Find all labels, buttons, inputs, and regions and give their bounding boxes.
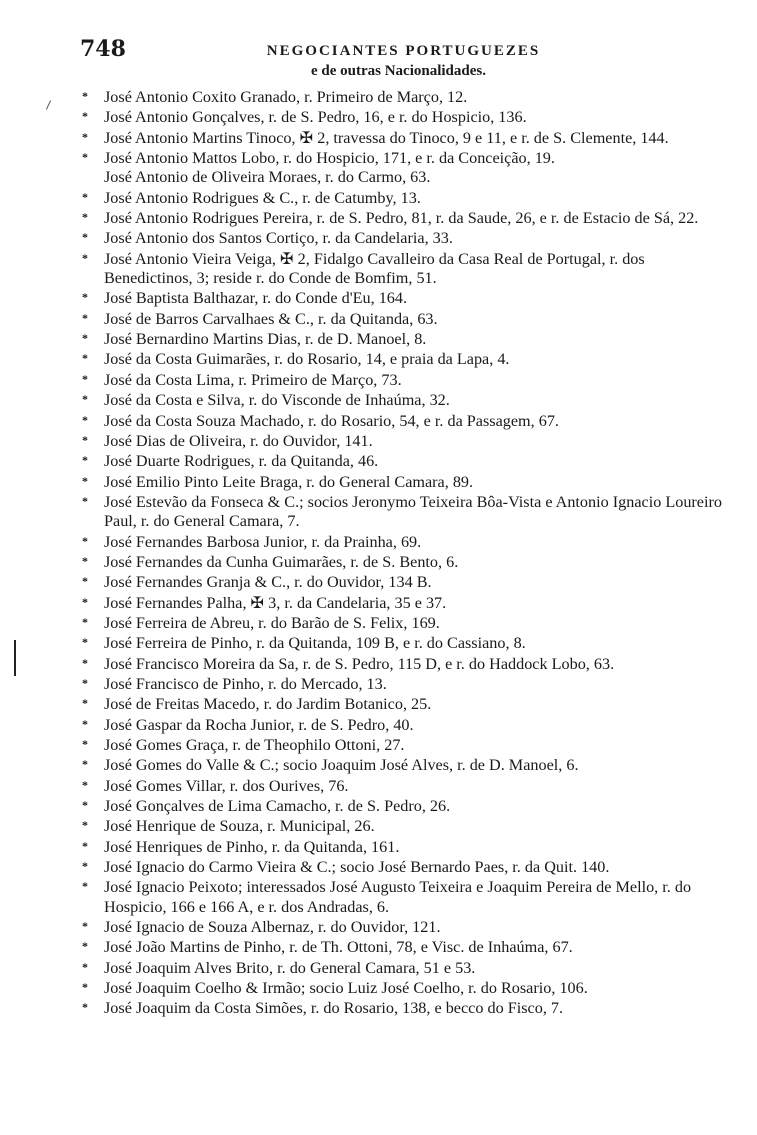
entry-text: José Ferreira de Pinho, r. da Quitanda, 109 B, e r. do Cassiano, 8. bbox=[104, 634, 526, 653]
entry-text: José da Costa Souza Machado, r. do Rosario, 54, e r. da Passagem, 67. bbox=[104, 411, 559, 430]
entry-text: José João Martins de Pinho, r. de Th. Ottoni, 78, e Visc. de Inhaúma, 67. bbox=[104, 938, 573, 957]
section-subtitle: e de outras Nacionalidades. bbox=[310, 63, 486, 79]
asterisk-marker: * bbox=[82, 777, 88, 792]
entry-text: José Baptista Balthazar, r. do Conde d'Eu, 164. bbox=[104, 289, 408, 308]
asterisk-marker: * bbox=[82, 980, 88, 995]
entry-text: José Fernandes Granja & C., r. do Ouvidor, 134 B. bbox=[104, 573, 432, 592]
asterisk-marker: * bbox=[82, 959, 88, 974]
list-item bbox=[82, 329, 722, 349]
list-item bbox=[82, 472, 722, 492]
entry-text: José da Costa Guimarães, r. do Rosario, 14, e praia da Lapa, 4. bbox=[104, 350, 510, 369]
asterisk-marker: * bbox=[82, 533, 88, 548]
asterisk-marker: * bbox=[82, 89, 88, 103]
scan-mark bbox=[46, 100, 51, 109]
asterisk-marker: * bbox=[82, 290, 88, 305]
entry-text: José Antonio Coxito Granado, r. Primeiro de Março, 12. bbox=[104, 88, 468, 106]
asterisk-marker: * bbox=[82, 351, 88, 366]
list-item bbox=[82, 249, 722, 289]
entry-text: José Bernardino Martins Dias, r. de D. Manoel, 8. bbox=[104, 330, 427, 349]
entry-text: José Francisco de Pinho, r. do Mercado, 13. bbox=[104, 674, 387, 693]
entry-text: José Gomes do Valle & C.; socio Joaquim José Alves, r. de D. Manoel, 6. bbox=[104, 756, 579, 775]
asterisk-marker: * bbox=[82, 129, 88, 144]
list-item bbox=[82, 735, 722, 755]
list-item bbox=[82, 168, 722, 187]
entry-text: José Fernandes da Cunha Guimarães, r. de S. Bento, 6. bbox=[104, 552, 459, 571]
list-item bbox=[82, 613, 722, 633]
entry-text: José Dias de Oliveira, r. do Ouvidor, 141. bbox=[104, 431, 373, 450]
list-item bbox=[82, 370, 722, 390]
asterisk-marker: * bbox=[82, 109, 88, 124]
list-item bbox=[82, 349, 722, 369]
entry-text: José da Costa Lima, r. Primeiro de Março, 73. bbox=[104, 370, 402, 389]
entry-text: José Henriques de Pinho, r. da Quitanda, 161. bbox=[104, 837, 400, 856]
list-item bbox=[82, 532, 722, 552]
asterisk-marker: * bbox=[82, 230, 88, 245]
entry-text: José Ignacio do Carmo Vieira & C.; socio José Bernardo Paes, r. da Quit. 140. bbox=[104, 858, 610, 877]
list-item bbox=[82, 390, 722, 410]
asterisk-marker: * bbox=[82, 798, 88, 813]
entry-text: José Duarte Rodrigues, r. da Quitanda, 46. bbox=[104, 452, 379, 471]
asterisk-marker: * bbox=[82, 189, 88, 204]
asterisk-marker: * bbox=[82, 493, 88, 508]
asterisk-marker: * bbox=[82, 453, 88, 468]
list-item bbox=[82, 148, 722, 168]
entry-text: José Henrique de Souza, r. Municipal, 26. bbox=[104, 817, 375, 836]
list-item bbox=[82, 188, 722, 208]
asterisk-marker: * bbox=[82, 310, 88, 325]
list-item bbox=[82, 593, 722, 613]
merchant-list bbox=[82, 87, 722, 1019]
list-item bbox=[82, 857, 722, 877]
asterisk-marker: * bbox=[82, 150, 88, 165]
entry-text: José Joaquim Coelho & Irmão; socio Luiz José Coelho, r. do Rosario, 106. bbox=[104, 979, 588, 998]
list-item bbox=[82, 633, 722, 653]
asterisk-marker: * bbox=[82, 1000, 88, 1015]
entry-text: José Gonçalves de Lima Camacho, r. de S. Pedro, 26. bbox=[104, 797, 451, 816]
margin-mark bbox=[14, 640, 16, 676]
asterisk-marker: * bbox=[82, 574, 88, 589]
entry-text: José Antonio Rodrigues Pereira, r. de S. Pedro, 81, r. da Saude, 26, e r. de Estacio de Sá, 22. bbox=[104, 209, 699, 228]
list-item bbox=[82, 208, 722, 228]
list-item bbox=[82, 654, 722, 674]
asterisk-marker: * bbox=[82, 757, 88, 772]
entry-text: José Joaquim Alves Brito, r. do General Camara, 51 e 53. bbox=[104, 958, 476, 977]
asterisk-marker: * bbox=[82, 412, 88, 427]
asterisk-marker: * bbox=[82, 859, 88, 874]
asterisk-marker: * bbox=[82, 879, 88, 894]
entry-text: José Gomes Villar, r. dos Ourives, 76. bbox=[104, 776, 349, 795]
asterisk-marker: * bbox=[82, 392, 88, 407]
list-item bbox=[82, 755, 722, 775]
asterisk-marker: * bbox=[82, 655, 88, 670]
asterisk-marker: * bbox=[82, 635, 88, 650]
entry-text: José Antonio Martins Tinoco, ✠ 2, travessa do Tinoco, 9 e 11, e r. de S. Clemente, 144. bbox=[104, 128, 669, 147]
list-item bbox=[82, 816, 722, 836]
entry-text: José Antonio Rodrigues & C., r. de Catumby, 13. bbox=[104, 188, 421, 207]
list-item bbox=[82, 552, 722, 572]
asterisk-marker: * bbox=[82, 737, 88, 751]
entry-text: José Ignacio Peixoto; interessados José Augusto Teixeira e Joaquim Pereira de Mello, r. do Hospicio, 166 e 166 A, e r. dos Andradas, 6. bbox=[104, 878, 692, 916]
list-item bbox=[82, 492, 722, 532]
list-item bbox=[82, 837, 722, 857]
entry-text: José Emilio Pinto Leite Braga, r. do General Camara, 89. bbox=[104, 472, 474, 491]
asterisk-marker: * bbox=[82, 594, 88, 609]
entry-text: José Francisco Moreira da Sa, r. de S. Pedro, 115 D, e r. do Haddock Lobo, 63. bbox=[104, 654, 615, 673]
entry-text: José Antonio de Oliveira Moraes, r. do Carmo, 63. bbox=[104, 168, 431, 187]
asterisk-marker: * bbox=[82, 432, 88, 447]
list-item bbox=[82, 715, 722, 735]
asterisk-marker: * bbox=[82, 939, 88, 954]
list-item bbox=[82, 937, 722, 957]
list-item bbox=[82, 674, 722, 694]
list-item bbox=[82, 107, 722, 127]
entry-text: José Gaspar da Rocha Junior, r. de S. Pedro, 40. bbox=[104, 715, 414, 734]
asterisk-marker: * bbox=[82, 473, 88, 488]
asterisk-marker: * bbox=[82, 675, 88, 690]
asterisk-marker: * bbox=[82, 553, 88, 568]
list-item bbox=[82, 431, 722, 451]
list-item bbox=[82, 309, 722, 329]
entry-text: José Gomes Graça, r. de Theophilo Ottoni, 27. bbox=[104, 736, 405, 754]
entry-text: José Fernandes Palha, ✠ 3, r. da Candelaria, 35 e 37. bbox=[104, 593, 447, 612]
entry-text: José Antonio Gonçalves, r. de S. Pedro, 16, e r. do Hospicio, 136. bbox=[104, 108, 527, 127]
list-item bbox=[82, 998, 722, 1018]
list-item bbox=[82, 694, 722, 714]
list-item bbox=[82, 451, 722, 471]
asterisk-marker: * bbox=[82, 210, 88, 225]
asterisk-marker: * bbox=[82, 331, 88, 346]
list-item bbox=[82, 796, 722, 816]
entry-text: José Antonio Vieira Veiga, ✠ 2, Fidalgo Cavalleiro da Casa Real de Portugal, r. dos Benedictinos, 3; reside r. do Conde de Bomfim, 51. bbox=[104, 249, 645, 288]
list-item bbox=[82, 877, 722, 917]
entry-text: José Joaquim da Costa Simões, r. do Rosario, 138, e becco do Fisco, 7. bbox=[104, 999, 564, 1018]
list-item bbox=[82, 228, 722, 248]
asterisk-marker: * bbox=[82, 818, 88, 833]
asterisk-marker: * bbox=[82, 838, 88, 853]
entry-text: José de Barros Carvalhaes & C., r. da Quitanda, 63. bbox=[104, 309, 438, 328]
page-number: 748 bbox=[80, 36, 126, 62]
entry-text: José Antonio Mattos Lobo, r. do Hospicio, 171, e r. da Conceição, 19. bbox=[104, 149, 555, 168]
asterisk-marker: * bbox=[82, 371, 88, 386]
asterisk-marker: * bbox=[82, 919, 88, 934]
entry-text: José Fernandes Barbosa Junior, r. da Prainha, 69. bbox=[104, 532, 422, 551]
list-item bbox=[82, 776, 722, 796]
asterisk-marker: * bbox=[82, 716, 88, 731]
running-title: NEGOCIANTES PORTUGUEZES bbox=[266, 43, 541, 59]
list-item bbox=[82, 978, 722, 998]
entry-text: José Antonio dos Santos Cortiço, r. da Candelaria, 33. bbox=[104, 229, 453, 248]
entry-text: José da Costa e Silva, r. do Visconde de Inhaúma, 32. bbox=[104, 391, 450, 410]
asterisk-marker: * bbox=[82, 614, 88, 629]
entry-text: José de Freitas Macedo, r. do Jardim Botanico, 25. bbox=[104, 695, 432, 714]
list-item bbox=[82, 572, 722, 592]
entry-text: José Ignacio de Souza Albernaz, r. do Ouvidor, 121. bbox=[104, 918, 441, 937]
list-item bbox=[82, 288, 722, 308]
list-item bbox=[82, 917, 722, 937]
entry-text: José Ferreira de Abreu, r. do Barão de S. Felix, 169. bbox=[104, 613, 440, 632]
list-item bbox=[82, 87, 722, 107]
entry-text: José Estevão da Fonseca & C.; socios Jeronymo Teixeira Bôa-Vista e Antonio Ignacio Loureiro Paul, r. do General Camara, 7. bbox=[104, 492, 722, 531]
asterisk-marker: * bbox=[82, 696, 88, 711]
list-item bbox=[82, 128, 722, 148]
list-item bbox=[82, 411, 722, 431]
asterisk-marker: * bbox=[82, 250, 88, 265]
list-item bbox=[82, 958, 722, 978]
